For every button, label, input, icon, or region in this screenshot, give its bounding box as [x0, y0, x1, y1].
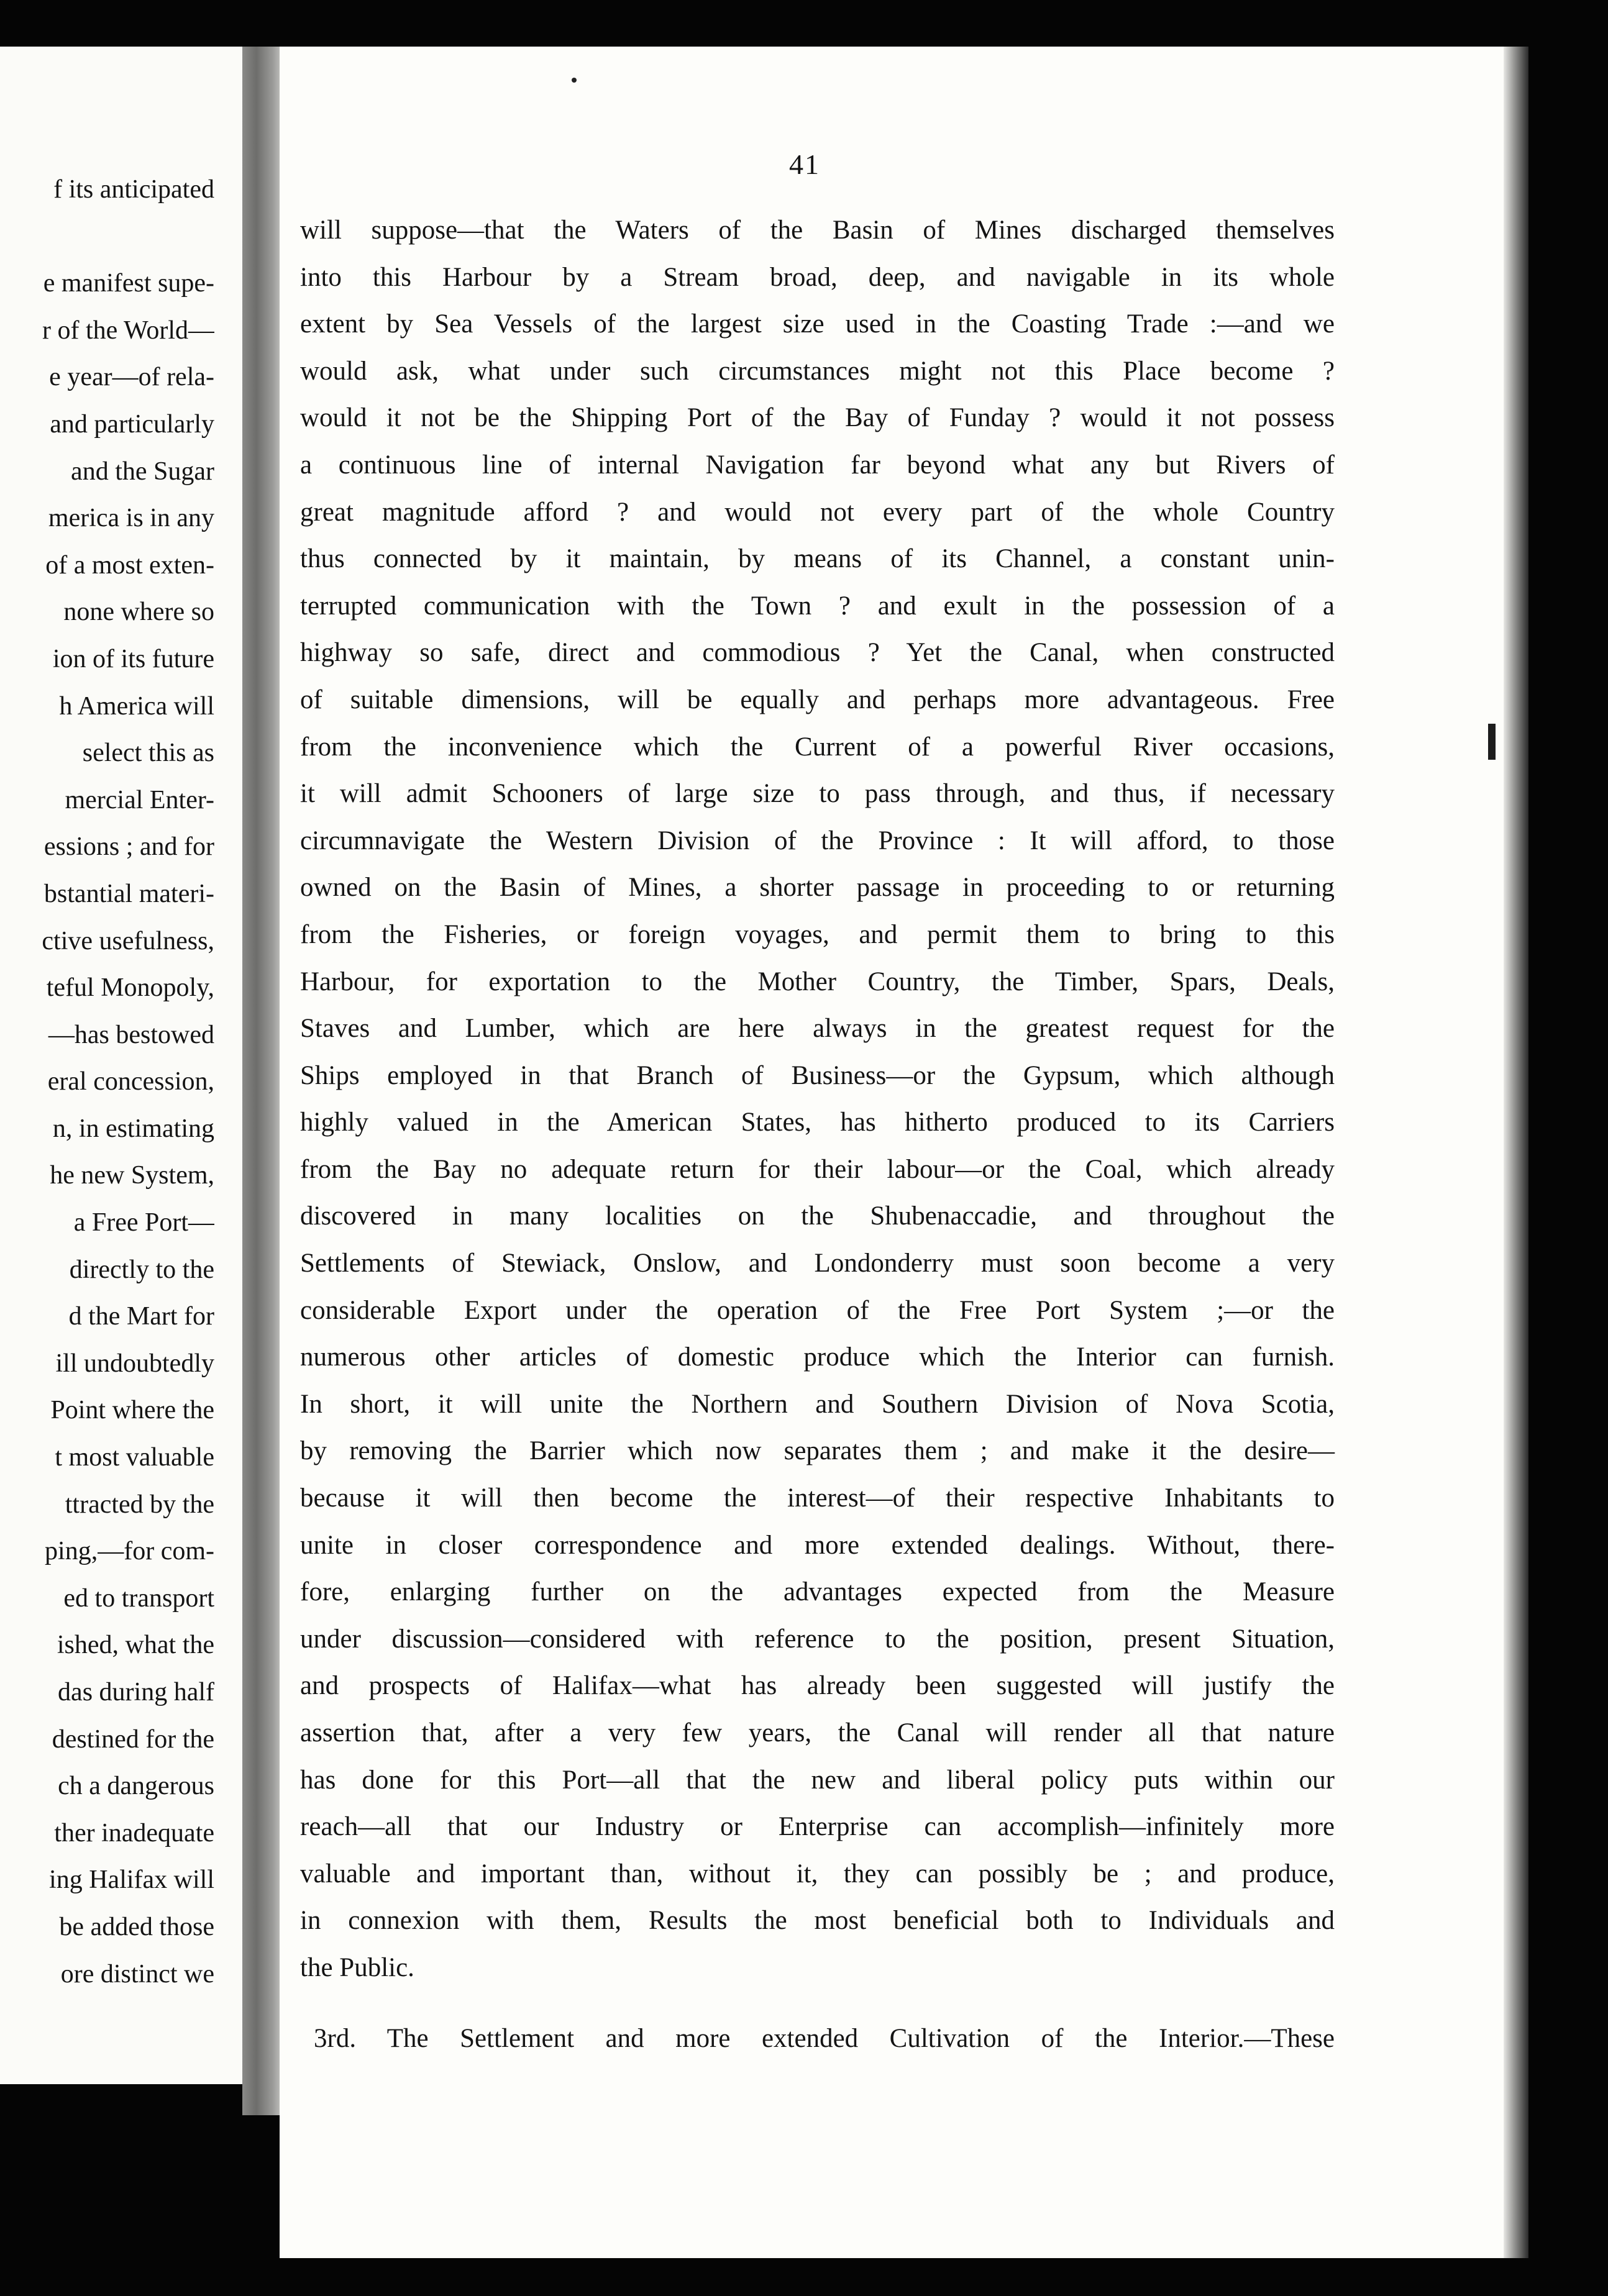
- left-page-line: ctive usefulness,: [42, 926, 214, 955]
- print-speck: [572, 78, 577, 83]
- left-page-line: r of the World—: [42, 316, 214, 345]
- body-line: assertion that, after a very few years, the Canal will render all that nature: [300, 1718, 1335, 1747]
- body-line: will suppose—that the Waters of the Basin of Mines discharged themselves: [300, 216, 1335, 245]
- body-line: would it not be the Shipping Port of the Bay of Funday ? would it not possess: [300, 403, 1335, 433]
- left-page-line: directly to the: [69, 1255, 214, 1284]
- body-line: great magnitude afford ? and would not every part of the whole Country: [300, 497, 1335, 527]
- body-line: circumnavigate the Western Division of the Province : It will afford, to those: [300, 826, 1335, 855]
- left-page-line: and particularly: [50, 409, 214, 439]
- left-page-line: ttracted by the: [65, 1490, 214, 1519]
- left-page-line: mercial Enter-: [65, 785, 214, 814]
- body-line: the Public.: [300, 1952, 414, 1982]
- body-line: and prospects of Halifax—what has already been suggested will justify the: [300, 1671, 1335, 1701]
- left-page-line: d the Mart for: [68, 1302, 214, 1331]
- left-page-line: ch a dangerous: [58, 1772, 214, 1801]
- left-page-text: [0, 166, 214, 1998]
- body-line: discovered in many localities on the Shubenaccadie, and throughout the: [300, 1201, 1335, 1231]
- body-line: would ask, what under such circumstances might not this Place become ?: [300, 356, 1335, 386]
- left-page-line: bstantial materi-: [43, 879, 214, 908]
- left-page-line: ore distinct we: [60, 1959, 214, 1988]
- left-page-line: ished, what the: [57, 1631, 214, 1660]
- left-page-line: h America will: [59, 691, 214, 721]
- left-page-line: e manifest supe-: [43, 269, 214, 298]
- left-page-line: —has bestowed: [48, 1020, 214, 1049]
- body-line: owned on the Basin of Mines, a shorter passage in proceeding to or returning: [300, 873, 1335, 903]
- left-page-line: ther inadequate: [54, 1818, 214, 1847]
- body-line: of suitable dimensions, will be equally and perhaps more advantageous. Free: [300, 685, 1335, 714]
- body-line: numerous other articles of domestic produce which the Interior can furnish.: [300, 1342, 1335, 1372]
- body-line: into this Harbour by a Stream broad, deep, and navigable in its whole: [300, 262, 1335, 292]
- body-line: because it will then become the interest—of their respective Inhabitants to: [300, 1483, 1335, 1513]
- body-line: considerable Export under the operation of the Free Port System ;—or the: [300, 1295, 1335, 1325]
- body-line: valuable and important than, without it, they can possibly be ; and produce,: [300, 1859, 1335, 1888]
- left-page-line: teful Monopoly,: [46, 973, 214, 1003]
- right-page-edge: [1504, 47, 1528, 2258]
- left-page-line: select this as: [82, 739, 214, 768]
- left-page-line: f its anticipated: [53, 175, 214, 204]
- left-page-line: a Free Port—: [73, 1208, 214, 1237]
- body-line: under discussion—considered with reference to the position, present Situation,: [300, 1624, 1335, 1654]
- body-line: a continuous line of internal Navigation far beyond what any but Rivers of: [300, 450, 1335, 480]
- left-page-line: ing Halifax will: [49, 1866, 214, 1895]
- left-page-line: be added those: [59, 1912, 214, 1941]
- body-line: fore, enlarging further on the advantages expected from the Measure: [300, 1577, 1335, 1607]
- left-page-line: ping,—for com-: [45, 1537, 214, 1566]
- body-line: Staves and Lumber, which are here always in the greatest request for the: [300, 1014, 1335, 1044]
- left-page-line: essions ; and for: [43, 832, 214, 862]
- left-page-line: ed to transport: [63, 1583, 214, 1613]
- body-line: extent by Sea Vessels of the largest size used in the Coasting Trade :—and we: [300, 309, 1335, 339]
- left-page-line: n, in estimating: [52, 1114, 214, 1143]
- left-page-line: merica is in any: [48, 504, 214, 533]
- body-line: has done for this Port—all that the new and liberal policy puts within our: [300, 1765, 1335, 1795]
- body-line: from the Fisheries, or foreign voyages, and permit them to bring to this: [300, 919, 1335, 949]
- body-line: thus connected by it maintain, by means of its Channel, a constant unin-: [300, 544, 1335, 574]
- body-line: Harbour, for exportation to the Mother Country, the Timber, Spars, Deals,: [300, 967, 1335, 996]
- body-line: in connexion with them, Results the most beneficial both to Individuals and: [300, 1906, 1335, 1936]
- left-page-line: destined for the: [52, 1724, 214, 1754]
- left-page-line: t most valuable: [55, 1443, 214, 1472]
- page-number: 41: [789, 148, 820, 180]
- body-line: unite in closer correspondence and more extended dealings. Without, there-: [300, 1530, 1335, 1560]
- body-line: Ships employed in that Branch of Business—or the Gypsum, which although: [300, 1060, 1335, 1090]
- left-page-line: eral concession,: [47, 1067, 214, 1096]
- body-line: it will admit Schooners of large size to pass through, and thus, if necessary: [300, 779, 1335, 809]
- left-page-line: Point where the: [50, 1396, 214, 1425]
- body-line: from the inconvenience which the Current of a powerful River occasions,: [300, 732, 1335, 762]
- body-line: highly valued in the American States, has hitherto produced to its Carriers: [300, 1108, 1335, 1137]
- main-body-text: [300, 207, 1335, 2062]
- body-line: from the Bay no adequate return for their labour—or the Coal, which already: [300, 1154, 1335, 1184]
- left-page-line: ill undoubtedly: [55, 1349, 214, 1378]
- section-heading-line: 3rd. The Settlement and more extended Cultivation of the Interior.—These: [314, 2023, 1335, 2053]
- body-line: terrupted communication with the Town ? and exult in the possession of a: [300, 591, 1335, 621]
- left-page-line: e year—of rela-: [49, 363, 214, 392]
- left-page-line: of a most exten-: [45, 550, 214, 580]
- body-line: by removing the Barrier which now separates them ; and make it the desire—: [300, 1436, 1335, 1466]
- body-line: reach—all that our Industry or Enterprise can accomplish—infinitely more: [300, 1812, 1335, 1842]
- left-page-line: [0, 214, 214, 261]
- page-edge-mark: [1488, 724, 1496, 760]
- left-page-line: ion of its future: [52, 644, 214, 673]
- left-page-line: and the Sugar: [71, 457, 214, 486]
- body-line: highway so safe, direct and commodious ? Yet the Canal, when constructed: [300, 638, 1335, 668]
- body-line: Settlements of Stewiack, Onslow, and Londonderry must soon become a very: [300, 1249, 1335, 1278]
- body-line: In short, it will unite the Northern and Southern Division of Nova Scotia,: [300, 1389, 1335, 1419]
- left-page-line: das during half: [58, 1678, 214, 1706]
- left-page-line: he new System,: [50, 1161, 214, 1190]
- left-page-line: none where so: [63, 598, 214, 627]
